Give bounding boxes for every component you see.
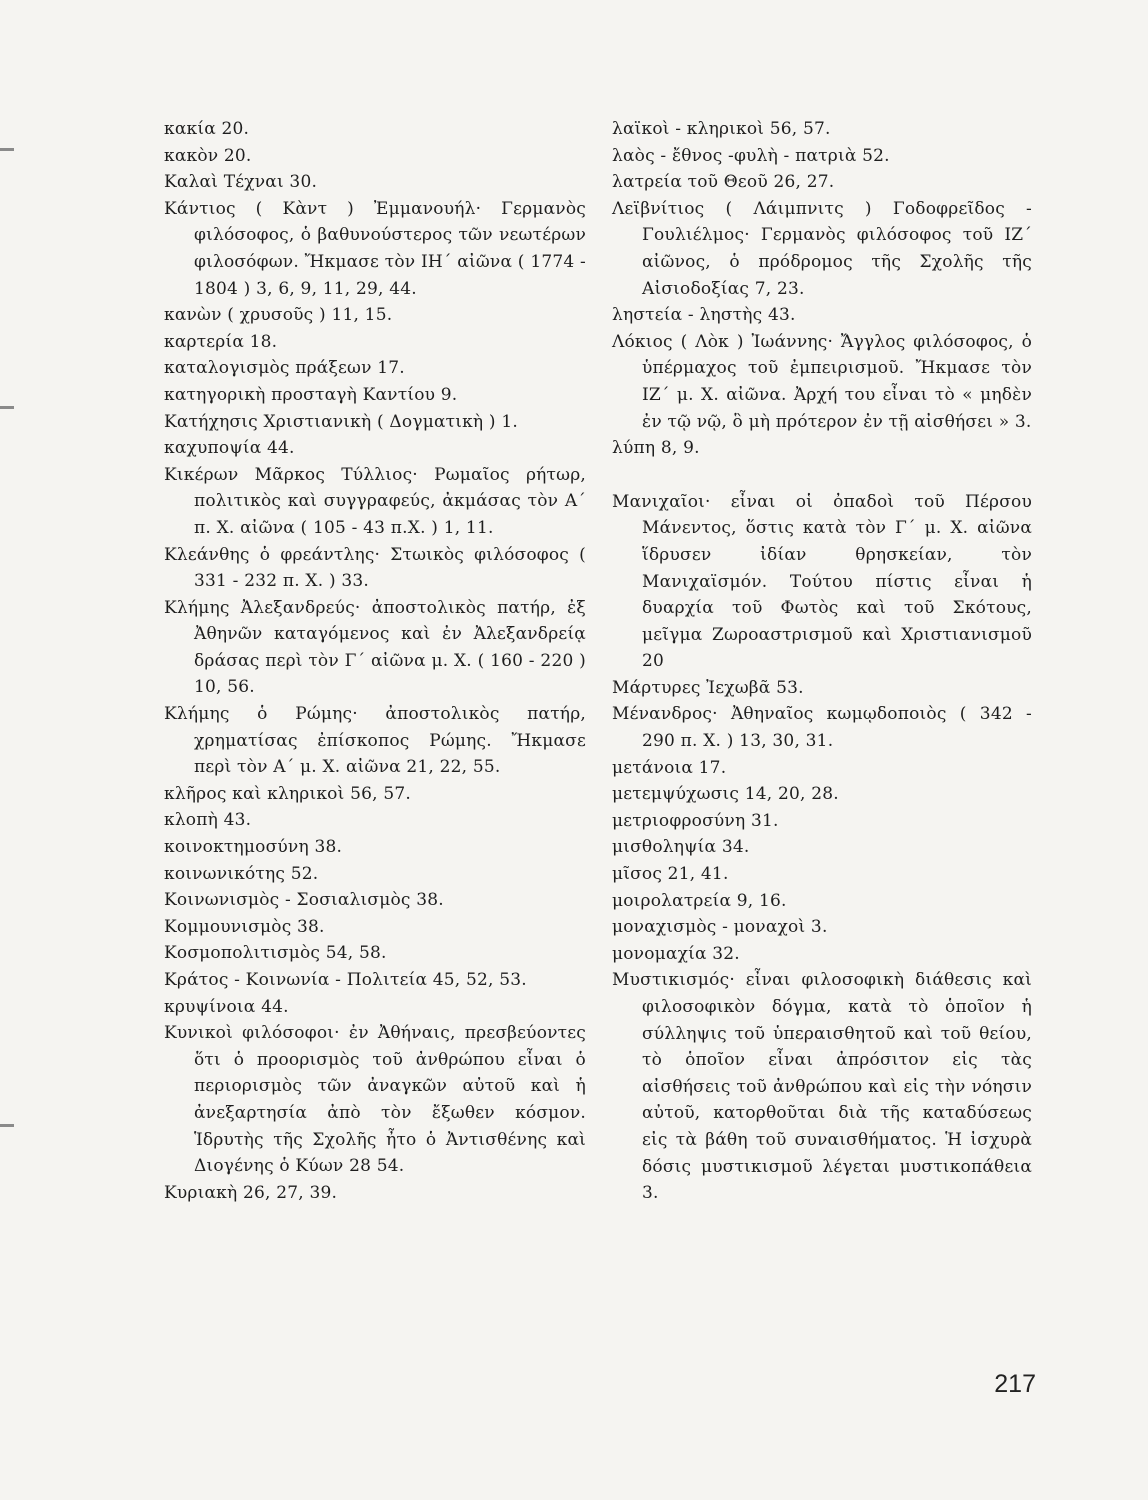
index-entry: καταλογισμὸς πράξεων 17. bbox=[164, 358, 405, 379]
index-entry: λαὸς - ἔθνος -φυλὴ - πατριὰ 52. bbox=[612, 145, 890, 166]
index-entry: μῖσος 21, 41. bbox=[612, 864, 729, 885]
index-entry: κακὸν 20. bbox=[164, 145, 252, 166]
index-entry: Κλήμης ὁ Ρώμης· ἀποστολικὸς πατήρ, χρηματίσας ἐπίσκοπος Ρώμης. Ἤκμασε περὶ τὸν Α΄ μ. Χ. αἰῶνα 21, 22, 55. bbox=[164, 704, 586, 778]
binding-mark bbox=[0, 148, 14, 151]
index-entry: καρτερία 18. bbox=[164, 331, 278, 352]
index-entry: κακία 20. bbox=[164, 119, 250, 139]
index-entry: καχυποψία 44. bbox=[164, 438, 295, 459]
index-entry: κοινωνικότης 52. bbox=[164, 863, 319, 884]
letter-section-divider bbox=[612, 462, 1032, 489]
index-entry: ληστεία - ληστὴς 43. bbox=[612, 305, 796, 326]
index-entry: μοναχισμὸς - μοναχοὶ 3. bbox=[612, 917, 828, 938]
index-entry: λαϊκοὶ - κληρικοὶ 56, 57. bbox=[612, 119, 831, 139]
index-entry: Καλαὶ Τέχναι 30. bbox=[164, 172, 318, 193]
index-entry: Λόκιος ( Λὸκ ) Ἰωάννης· Ἄγγλος φιλόσοφος, ὁ ὑπέρμαχος τοῦ ἐμπειρισμοῦ. Ἤκμασε τὸν ΙΖ΄ μ. Χ. αἰῶνα. Ἀρχή του εἶναι τὸ « μηδὲν ἐν τῷ νῷ, ὃ μὴ πρότερον ἐν τῇ αἰσθήσει » 3. bbox=[612, 331, 1032, 432]
index-entry: Κράτος - Κοινωνία - Πολιτεία 45, 52, 53. bbox=[164, 970, 527, 990]
index-entry: Μανιχαῖοι· εἶναι οἱ ὀπαδοὶ τοῦ Πέρσου Μάνεντος, ὅστις κατὰ τὸν Γ΄ μ. Χ. αἰῶνα ἵδρυσεν ἰδίαν θρησκείαν, τὸν Μανιχαϊσμόν. Τούτου πίστις εἶναι ἡ δυαρχία τοῦ Φωτὸς καὶ τοῦ Σκότους, μεῖγμα Ζωροαστρισμοῦ καὶ Χριστιανισμοῦ 20 bbox=[612, 491, 1032, 672]
binding-mark bbox=[0, 1124, 14, 1127]
index-entry: Κυριακὴ 26, 27, 39. bbox=[164, 1182, 338, 1203]
index-entry: Κατήχησις Χριστιανικὴ ( Δογματικὴ ) 1. bbox=[164, 411, 518, 432]
index-entry: κατηγορικὴ προσταγὴ Καντίου 9. bbox=[164, 384, 458, 405]
index-entry: Μάρτυρες Ἰεχωβᾶ 53. bbox=[612, 677, 804, 698]
index-entry: Μένανδρος· Ἀθηναῖος κωμῳδοποιὸς ( 342 - 290 π. Χ. ) 13, 30, 31. bbox=[612, 704, 1032, 752]
index-entry: κλοπὴ 43. bbox=[164, 810, 252, 831]
index-entry: κοινοκτημοσύνη 38. bbox=[164, 837, 343, 858]
index-entry: μισθοληψία 34. bbox=[612, 837, 750, 858]
index-entry: κανὼν ( χρυσοῦς ) 11, 15. bbox=[164, 305, 393, 326]
index-entry: Κικέρων Μᾶρκος Τύλλιος· Ρωμαῖος ρήτωρ, πολιτικὸς καὶ συγγραφεύς, ἀκμάσας τὸν Α΄ π. Χ. αἰῶνα ( 105 - 43 π.Χ. ) 1, 11. bbox=[164, 464, 586, 538]
index-entry: μονομαχία 32. bbox=[612, 943, 740, 964]
index-entry: Κλήμης Ἀλεξανδρεύς· ἀποστολικὸς πατήρ, ἐξ Ἀθηνῶν καταγόμενος καὶ ἐν Ἀλεξανδρείᾳ δράσας περὶ τὸν Γ΄ αἰῶνα μ. Χ. ( 160 - 220 ) 10, 56. bbox=[164, 597, 586, 698]
left-index-column bbox=[164, 116, 586, 1206]
binding-mark bbox=[0, 406, 14, 409]
page-number: 217 bbox=[994, 1370, 1036, 1398]
index-entry: Κομμουνισμὸς 38. bbox=[164, 916, 325, 937]
right-index-column bbox=[612, 116, 1032, 1207]
index-entry: Λεϊβνίτιος ( Λάιμπνιτς ) Γοδοφρεῖδος - Γουλιέλμος· Γερμανὸς φιλόσοφος τοῦ ΙΖ΄ αἰῶνος, ὁ πρόδρομος τῆς Σχολῆς τῆς Αἰσιοδοξίας 7, 23. bbox=[612, 198, 1032, 299]
index-entry: μετεμψύχωσις 14, 20, 28. bbox=[612, 784, 839, 805]
index-entry: μοιρολατρεία 9, 16. bbox=[612, 890, 787, 911]
index-entry: Κάντιος ( Κὰντ ) Ἐμμανουήλ· Γερμανὸς φιλόσοφος, ὁ βαθυνούστερος τῶν νεωτέρων φιλοσόφων. Ἤκμασε τὸν ΙΗ΄ αἰῶνα ( 1774 - 1804 ) 3, 6, 9, 11, 29, 44. bbox=[164, 198, 586, 299]
index-entry: Κοσμοπολιτισμὸς 54, 58. bbox=[164, 943, 387, 964]
index-entry: λύπη 8, 9. bbox=[612, 438, 700, 459]
index-entry: Μυστικισμός· εἶναι φιλοσοφικὴ διάθεσις καὶ φιλοσοφικὸν δόγμα, κατὰ τὸ ὁποῖον ἡ σύλληψις τοῦ ὑπεραισθητοῦ καὶ τοῦ θείου, τὸ ὁποῖον εἶναι ἀπρόσιτον εἰς τὰς αἰσθήσεις τοῦ ἀνθρώπου καὶ εἰς τὴν νόησιν αὐτοῦ, κατορθοῦται διὰ τῆς καταδύσεως εἰς τὰ βάθη τοῦ συναισθήματος. Ἡ ἰσχυρὰ δόσις μυστικισμοῦ λέγεται μυστικοπάθεια 3. bbox=[612, 970, 1032, 1204]
index-entry: κρυψίνοια 44. bbox=[164, 996, 289, 1017]
index-entry: Κοινωνισμὸς - Σοσιαλισμὸς 38. bbox=[164, 890, 444, 911]
index-entry: Κυνικοὶ φιλόσοφοι· ἐν Ἀθήναις, πρεσβεύοντες ὅτι ὁ προορισμὸς τοῦ ἀνθρώπου εἶναι ὁ περιορισμὸς τῶν ἀναγκῶν αὐτοῦ καὶ ἡ ἀνεξαρτησία ἀπὸ τὸν ἔξωθεν κόσμον. Ἱδρυτὴς τῆς Σχολῆς ἦτο ὁ Ἀντισθένης καὶ Διογένης ὁ Κύων 28 54. bbox=[164, 1023, 586, 1177]
index-entry: μετάνοια 17. bbox=[612, 757, 727, 778]
index-entry: μετριοφροσύνη 31. bbox=[612, 810, 779, 831]
index-entry: Κλεάνθης ὁ φρεάντλης· Στωικὸς φιλόσοφος ( 331 - 232 π. Χ. ) 33. bbox=[164, 544, 586, 592]
index-entry: λατρεία τοῦ Θεοῦ 26, 27. bbox=[612, 172, 835, 193]
index-entry: κλῆρος καὶ κληρικοὶ 56, 57. bbox=[164, 783, 411, 804]
